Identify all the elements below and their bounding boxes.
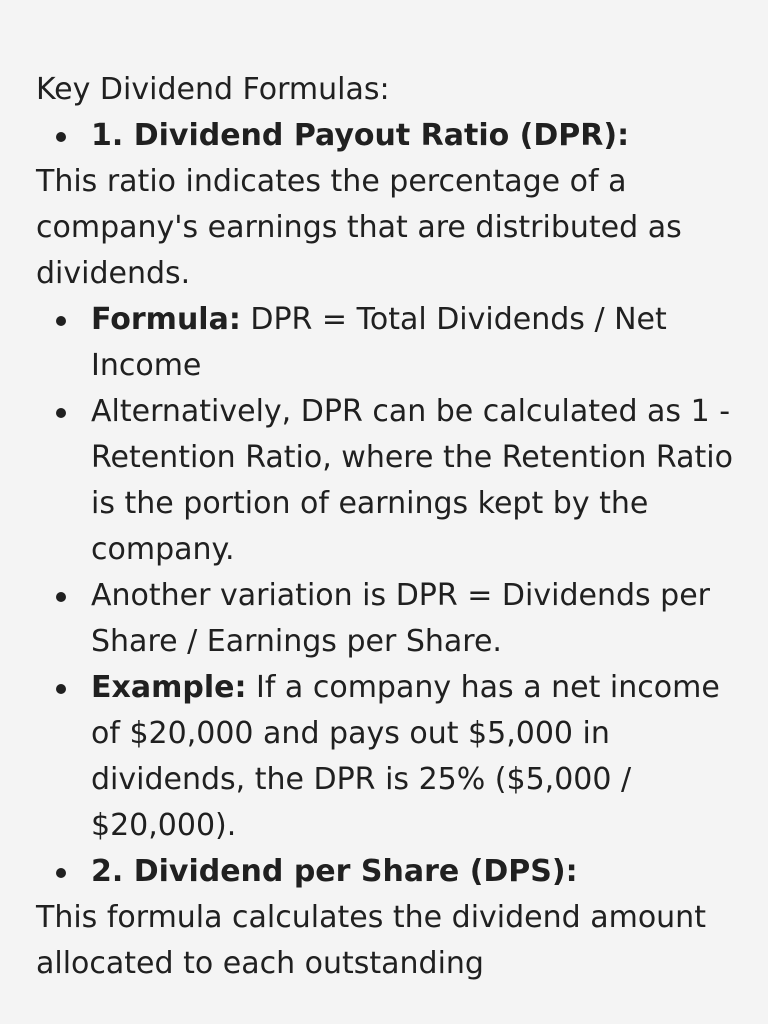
formula-label: Formula: bbox=[91, 302, 241, 337]
section-1-bullets bbox=[36, 297, 736, 895]
section-1-list bbox=[36, 113, 736, 159]
section-2-title: 2. Dividend per Share (DPS): bbox=[36, 849, 736, 895]
example-label: Example: bbox=[91, 670, 247, 705]
variation-bullet: Another variation is DPR = Dividends per Share / Earnings per Share. bbox=[36, 573, 736, 665]
document-body bbox=[36, 67, 736, 987]
section-1-title: 1. Dividend Payout Ratio (DPR): bbox=[36, 113, 736, 159]
section-2-description: This formula calculates the dividend amount allocated to each outstanding bbox=[36, 900, 706, 981]
page-heading: Key Dividend Formulas: bbox=[36, 72, 390, 107]
example-bullet bbox=[36, 665, 736, 849]
formula-bullet bbox=[36, 297, 736, 389]
example-text: If a company has a net income of $20,000 and pays out $5,000 in dividends, the DPR is 25% ($5,000 / $20,000). bbox=[91, 670, 720, 843]
section-1-description: This ratio indicates the percentage of a company's earnings that are distributed as dividends. bbox=[36, 164, 682, 291]
alternative-bullet: Alternatively, DPR can be calculated as 1 - Retention Ratio, where the Retention Ratio is the portion of earnings kept by the company. bbox=[36, 389, 736, 573]
formula-text: DPR = Total Dividends / Net Income bbox=[91, 302, 667, 383]
